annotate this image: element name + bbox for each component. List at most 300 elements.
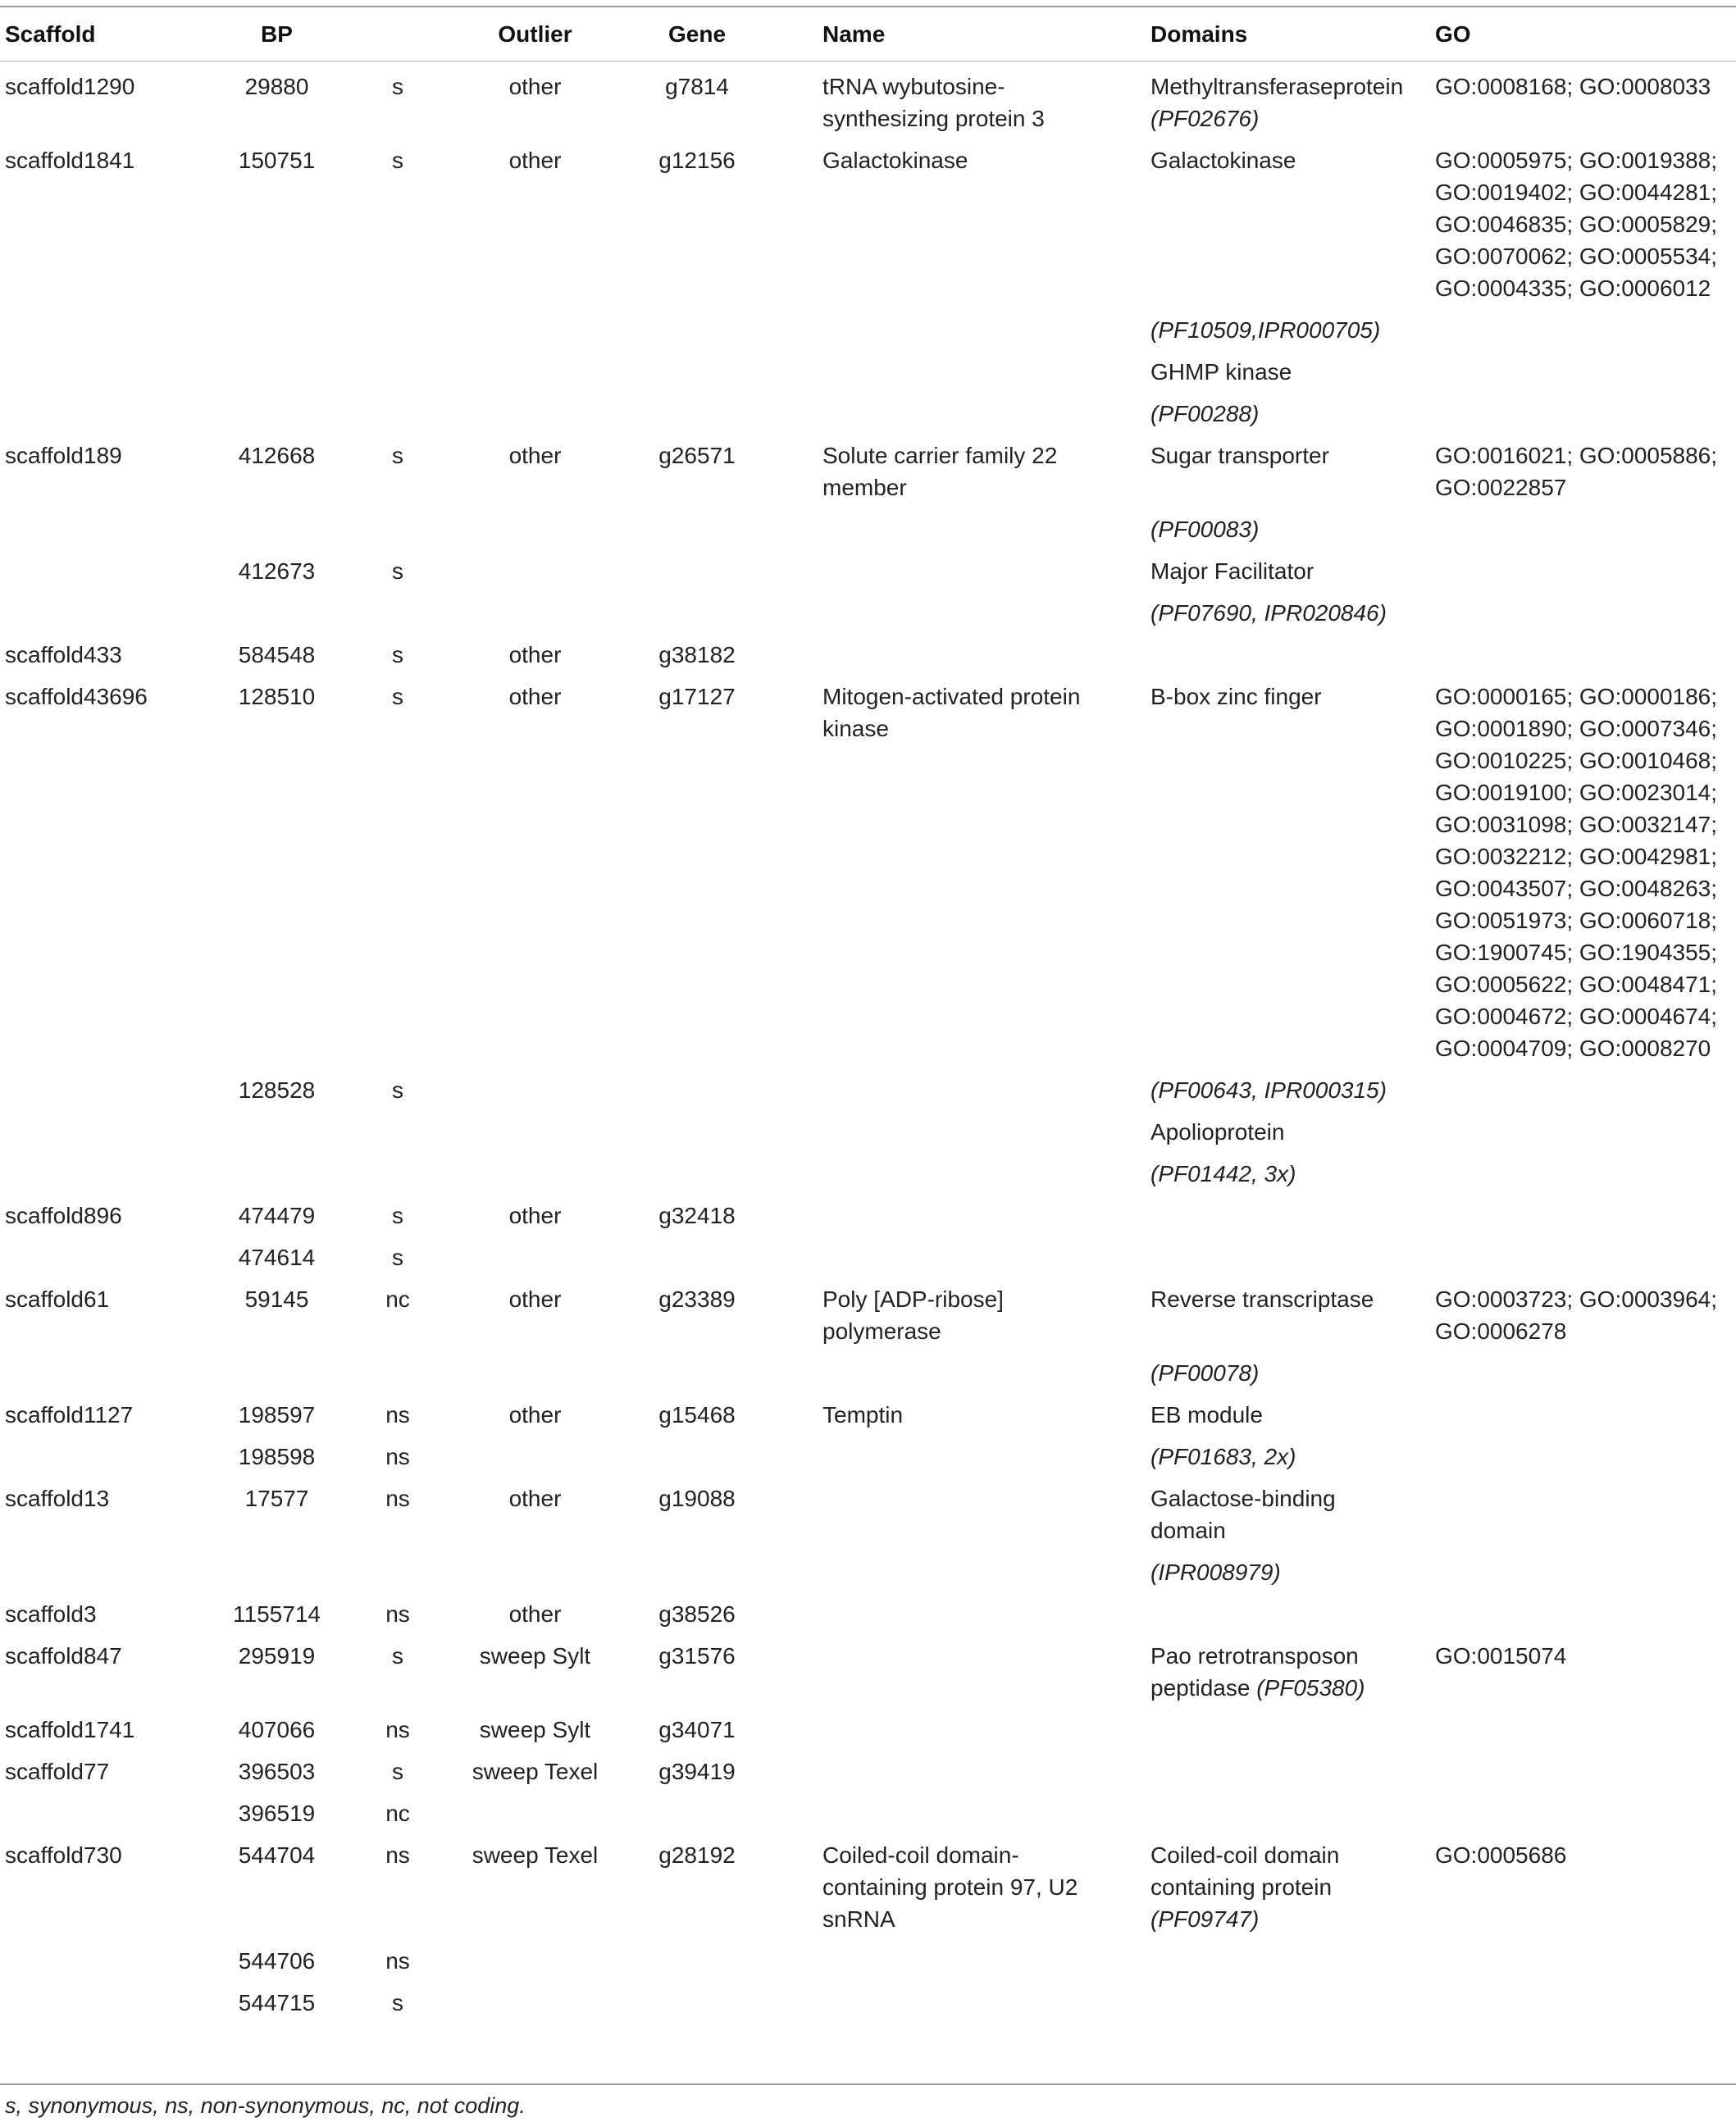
domain-label: B-box zinc finger [1150, 684, 1322, 709]
cell-bp [209, 1556, 344, 1598]
cell-mutation-type: nc [385, 1286, 410, 1312]
cell-gene: g17127 [658, 684, 736, 709]
cell-mutation-type [344, 597, 451, 639]
cell-go [1408, 1987, 1736, 2029]
cell-gene [619, 1357, 775, 1399]
cell-name [775, 398, 1101, 439]
cell-gene [619, 1074, 775, 1116]
cell-domains [1101, 1441, 1408, 1482]
cell-scaffold [0, 1987, 209, 2029]
cell-bp: 544715 [238, 1990, 316, 2015]
cell-bp: 474614 [238, 1245, 316, 1270]
cell-domains [1101, 555, 1408, 597]
cell-name [775, 1116, 1101, 1158]
cell-outlier [451, 1074, 619, 1116]
cell-outlier [451, 513, 619, 555]
cell-go [1408, 639, 1736, 681]
cell-name [775, 1556, 1101, 1598]
cell-name [775, 1158, 1101, 1200]
cell-bp: 29880 [244, 74, 309, 99]
cell-domains [1101, 1640, 1408, 1714]
domain-label: Galactose-binding domain [1150, 1486, 1336, 1543]
cell-name [775, 1441, 1101, 1482]
cell-gene: g23389 [658, 1286, 736, 1312]
cell-scaffold [0, 1556, 209, 1598]
cell-gene: g7814 [665, 74, 729, 99]
table-row [0, 1482, 1736, 1556]
cell-mutation-type: ns [385, 1601, 410, 1627]
table-row [0, 1839, 1736, 1945]
cell-outlier [451, 1158, 619, 1200]
cell-name [775, 1714, 1101, 1755]
cell-gene [619, 314, 775, 356]
cell-go [1408, 597, 1736, 639]
cell-mutation-type: s [392, 1759, 403, 1784]
cell-gene: g15468 [658, 1402, 736, 1428]
cell-outlier: sweep Sylt [479, 1643, 591, 1669]
cell-mutation-type [344, 314, 451, 356]
domain-accession: (PF10509,IPR000705) [1150, 317, 1381, 343]
cell-outlier [451, 597, 619, 639]
cell-outlier: other [508, 1402, 562, 1428]
cell-go [1408, 555, 1736, 597]
cell-mutation-type: s [392, 443, 403, 468]
cell-gene [619, 597, 775, 639]
cell-gene [619, 356, 775, 398]
cell-outlier [451, 1441, 619, 1482]
cell-gene [619, 1987, 775, 2029]
cell-domains [1101, 1482, 1408, 1556]
cell-outlier [451, 398, 619, 439]
cell-scaffold: scaffold896 [5, 1203, 122, 1228]
cell-go: GO:0016021; GO:0005886; GO:0022857 [1435, 443, 1718, 500]
cell-gene: g31576 [658, 1643, 736, 1669]
cell-outlier [451, 1357, 619, 1399]
cell-scaffold: scaffold77 [5, 1759, 110, 1784]
cell-mutation-type: ns [385, 1486, 410, 1511]
cell-gene: g39419 [658, 1759, 736, 1784]
cell-bp: 584548 [238, 642, 316, 667]
table-row [0, 1640, 1736, 1714]
domain-accession: (PF05380) [1256, 1675, 1365, 1701]
table-row [0, 1241, 1736, 1283]
cell-domains [1101, 1714, 1408, 1755]
cell-outlier: other [508, 684, 562, 709]
cell-mutation-type [344, 356, 451, 398]
cell-scaffold: scaffold189 [5, 443, 122, 468]
domain-accession: (PF07690, IPR020846) [1150, 600, 1387, 626]
cell-go [1408, 1797, 1736, 1839]
cell-name: tRNA wybutosine-synthesizing protein 3 [822, 74, 1045, 131]
cell-bp: 128528 [238, 1077, 316, 1103]
cell-gene [619, 1945, 775, 1987]
cell-go [1408, 1399, 1736, 1441]
cell-go: GO:0003723; GO:0003964; GO:0006278 [1435, 1286, 1718, 1344]
header-name: Name [822, 20, 886, 47]
cell-mutation-type: ns [385, 1444, 410, 1469]
cell-go [1408, 356, 1736, 398]
cell-go [1408, 1200, 1736, 1241]
table-row [0, 314, 1736, 356]
table-row [0, 1200, 1736, 1241]
cell-bp: 412673 [238, 558, 316, 584]
cell-scaffold [0, 1158, 209, 1200]
table-row [0, 1987, 1736, 2029]
cell-bp: 150751 [238, 148, 316, 173]
cell-domains [1101, 681, 1408, 1074]
cell-bp: 412668 [238, 443, 316, 468]
domain-label: Galactokinase [1150, 148, 1296, 173]
cell-scaffold [0, 513, 209, 555]
domain-accession: (PF01442, 3x) [1150, 1161, 1296, 1186]
cell-bp: 17577 [244, 1486, 309, 1511]
cell-domains [1101, 1945, 1408, 1987]
cell-outlier: other [508, 148, 562, 173]
cell-go [1408, 1598, 1736, 1640]
cell-mutation-type: s [392, 74, 403, 99]
cell-go [1408, 1482, 1736, 1556]
cell-scaffold [0, 1797, 209, 1839]
cell-go: GO:0015074 [1435, 1643, 1567, 1669]
header-outlier: Outlier [498, 20, 572, 47]
domain-label: Methyltransferaseprotein [1150, 74, 1404, 99]
cell-name: Galactokinase [822, 148, 968, 173]
cell-bp: 544704 [238, 1842, 316, 1868]
table-row [0, 1399, 1736, 1441]
cell-scaffold [0, 1241, 209, 1283]
table-row [0, 439, 1736, 513]
cell-scaffold: scaffold61 [5, 1286, 110, 1312]
cell-scaffold [0, 398, 209, 439]
cell-go [1408, 1714, 1736, 1755]
table-row [0, 1074, 1736, 1116]
cell-mutation-type: ns [385, 1717, 410, 1742]
cell-mutation-type [344, 1556, 451, 1598]
domain-accession: (PF00078) [1150, 1360, 1260, 1386]
cell-gene: g34071 [658, 1717, 736, 1742]
table-row [0, 555, 1736, 597]
cell-mutation-type: ns [385, 1402, 410, 1428]
cell-outlier: other [508, 1486, 562, 1511]
cell-outlier: sweep Texel [472, 1842, 599, 1868]
cell-go [1408, 314, 1736, 356]
domain-label: Apolioprotein [1150, 1119, 1285, 1145]
cell-bp: 474479 [238, 1203, 316, 1228]
table-row [0, 1441, 1736, 1482]
cell-domains [1101, 1987, 1408, 2029]
cell-domains [1101, 356, 1408, 398]
cell-name [775, 314, 1101, 356]
cell-mutation-type: ns [385, 1842, 410, 1868]
cell-domains [1101, 1598, 1408, 1640]
cell-mutation-type: s [392, 642, 403, 667]
cell-gene [619, 398, 775, 439]
cell-scaffold: scaffold1127 [5, 1402, 134, 1428]
cell-domains [1101, 1755, 1408, 1797]
domain-accession: (PF00643, IPR000315) [1150, 1077, 1387, 1103]
cell-outlier [451, 1797, 619, 1839]
domain-accession: (PF00083) [1150, 517, 1260, 542]
cell-scaffold: scaffold847 [5, 1643, 122, 1669]
cell-scaffold [0, 1074, 209, 1116]
header-gene: Gene [668, 20, 727, 47]
cell-mutation-type: s [392, 1203, 403, 1228]
cell-name [775, 1945, 1101, 1987]
cell-name: Coiled-coil domain-containing protein 97, U2 snRNA [822, 1842, 1078, 1932]
cell-name: Poly [ADP-ribose] polymerase [822, 1286, 1004, 1344]
cell-domains [1101, 1116, 1408, 1158]
table-row [0, 1945, 1736, 1987]
cell-domains [1101, 144, 1408, 314]
cell-scaffold [0, 314, 209, 356]
cell-outlier [451, 555, 619, 597]
cell-name [775, 1797, 1101, 1839]
cell-bp: 128510 [238, 684, 316, 709]
cell-gene [619, 555, 775, 597]
cell-scaffold: scaffold43696 [5, 684, 148, 709]
cell-scaffold [0, 597, 209, 639]
cell-mutation-type: s [392, 1990, 403, 2015]
header-bp: BP [261, 20, 293, 47]
cell-name [775, 597, 1101, 639]
cell-mutation-type [344, 1357, 451, 1399]
cell-scaffold [0, 555, 209, 597]
cell-mutation-type [344, 1116, 451, 1158]
cell-scaffold: scaffold13 [5, 1486, 110, 1511]
cell-gene: g38526 [658, 1601, 736, 1627]
cell-bp: 407066 [238, 1717, 316, 1742]
cell-bp: 295919 [238, 1643, 316, 1669]
cell-go [1408, 1074, 1736, 1116]
cell-domains [1101, 1797, 1408, 1839]
domain-accession: (PF09747) [1150, 1906, 1260, 1932]
cell-go: GO:0008168; GO:0008033 [1435, 74, 1711, 99]
header-domains: Domains [1150, 20, 1248, 47]
cell-name [775, 1598, 1101, 1640]
cell-bp: 59145 [244, 1286, 309, 1312]
domain-label: Major Facilitator [1150, 558, 1315, 584]
cell-gene [619, 1556, 775, 1598]
cell-outlier [451, 1116, 619, 1158]
cell-domains [1101, 1399, 1408, 1441]
cell-domains [1101, 398, 1408, 439]
cell-name [775, 555, 1101, 597]
table-row [0, 1357, 1736, 1399]
header-scaffold: Scaffold [5, 20, 96, 47]
cell-gene [619, 1797, 775, 1839]
domain-accession: (IPR008979) [1150, 1560, 1281, 1585]
cell-gene: g38182 [658, 642, 736, 667]
domain-label: GHMP kinase [1150, 359, 1292, 385]
cell-domains [1101, 1283, 1408, 1357]
table-row [0, 398, 1736, 439]
cell-scaffold: scaffold730 [5, 1842, 122, 1868]
table-bottom-rule [0, 2083, 1736, 2085]
cell-name [775, 1640, 1101, 1714]
cell-go [1408, 1755, 1736, 1797]
table-row [0, 1714, 1736, 1755]
cell-outlier: other [508, 1203, 562, 1228]
header-type [344, 7, 451, 61]
cell-domains [1101, 1074, 1408, 1116]
cell-outlier [451, 314, 619, 356]
cell-go: GO:0000165; GO:0000186; GO:0001890; GO:0007346; GO:0010225; GO:0010468; GO:0019100; GO:0023014; GO:0031098; GO:0032147; GO:0032212; GO:0042981; GO:0043507; GO:0048263; GO:0051973; GO:0060718; GO:1900745; GO:1904355; GO:0005622; GO:0048471; GO:0004672; GO:0004674; GO:0004709; GO:0008270 [1435, 684, 1718, 1061]
cell-name [775, 513, 1101, 555]
table-row [0, 597, 1736, 639]
cell-bp [209, 314, 344, 356]
header-row [0, 7, 1736, 61]
cell-domains [1101, 513, 1408, 555]
cell-outlier [451, 1556, 619, 1598]
domain-label: Reverse transcriptase [1150, 1286, 1374, 1312]
cell-gene: g19088 [658, 1486, 736, 1511]
cell-go [1408, 1241, 1736, 1283]
cell-mutation-type: s [392, 1643, 403, 1669]
cell-outlier: other [508, 1601, 562, 1627]
cell-outlier: other [508, 74, 562, 99]
cell-bp: 198598 [238, 1444, 316, 1469]
cell-domains [1101, 1839, 1408, 1945]
cell-name [775, 1074, 1101, 1116]
cell-scaffold: scaffold433 [5, 642, 122, 667]
cell-go [1408, 1158, 1736, 1200]
table-row [0, 1283, 1736, 1357]
cell-name [775, 1357, 1101, 1399]
cell-domains [1101, 1241, 1408, 1283]
cell-go [1408, 1441, 1736, 1482]
cell-bp [209, 356, 344, 398]
table-row [0, 1158, 1736, 1200]
domain-accession: (PF01683, 2x) [1150, 1444, 1296, 1469]
table-footnote: s, synonymous, ns, non-synonymous, nc, not coding. [5, 2093, 526, 2118]
cell-name: Solute carrier family 22 member [822, 443, 1058, 500]
cell-scaffold: scaffold1841 [5, 148, 135, 173]
cell-mutation-type: ns [385, 1948, 410, 1974]
table-row [0, 1116, 1736, 1158]
cell-bp: 1155714 [233, 1601, 321, 1627]
cell-gene [619, 1158, 775, 1200]
cell-name [775, 1241, 1101, 1283]
cell-gene: g26571 [658, 443, 736, 468]
domain-label: Pao retrotransposon peptidase [1150, 1643, 1359, 1701]
table-row [0, 1797, 1736, 1839]
cell-scaffold: scaffold1741 [5, 1717, 135, 1742]
cell-name [775, 1200, 1101, 1241]
cell-mutation-type: s [392, 558, 403, 584]
cell-name: Temptin [822, 1402, 904, 1428]
table-row [0, 513, 1736, 555]
domain-label: Sugar transporter [1150, 443, 1329, 468]
cell-go [1408, 513, 1736, 555]
cell-scaffold [0, 1945, 209, 1987]
cell-bp [209, 513, 344, 555]
table-row [0, 1755, 1736, 1797]
domain-label: EB module [1150, 1402, 1263, 1428]
cell-gene: g32418 [658, 1203, 736, 1228]
cell-go [1408, 398, 1736, 439]
cell-outlier [451, 356, 619, 398]
cell-gene: g12156 [658, 148, 736, 173]
cell-bp [209, 398, 344, 439]
cell-name [775, 356, 1101, 398]
cell-outlier: sweep Sylt [479, 1717, 591, 1742]
cell-gene [619, 1241, 775, 1283]
table-row [0, 639, 1736, 681]
cell-mutation-type [344, 513, 451, 555]
domain-label: Coiled-coil domain containing protein [1150, 1842, 1340, 1900]
cell-outlier: sweep Texel [472, 1759, 599, 1784]
cell-outlier: other [508, 1286, 562, 1312]
cell-go: GO:0005686 [1435, 1842, 1567, 1868]
cell-name: Mitogen-activated protein kinase [822, 684, 1081, 741]
cell-name [775, 1482, 1101, 1556]
cell-bp: 396519 [238, 1801, 316, 1826]
cell-domains [1101, 597, 1408, 639]
domain-accession: (PF00288) [1150, 401, 1260, 426]
cell-scaffold [0, 1357, 209, 1399]
cell-domains [1101, 1556, 1408, 1598]
cell-bp: 544706 [238, 1948, 316, 1974]
cell-mutation-type: s [392, 1077, 403, 1103]
cell-go [1408, 1945, 1736, 1987]
table-row [0, 681, 1736, 1074]
cell-gene: g28192 [658, 1842, 736, 1868]
cell-name [775, 1755, 1101, 1797]
cell-bp: 198597 [238, 1402, 316, 1428]
domain-accession: (PF02676) [1150, 106, 1260, 131]
cell-gene [619, 513, 775, 555]
cell-name [775, 1987, 1101, 2029]
gene-annotation-table [0, 7, 1736, 2029]
table-row [0, 356, 1736, 398]
cell-go [1408, 1357, 1736, 1399]
table-row [0, 1598, 1736, 1640]
table-row [0, 61, 1736, 144]
cell-outlier [451, 1945, 619, 1987]
cell-bp [209, 1116, 344, 1158]
cell-outlier [451, 1241, 619, 1283]
cell-go: GO:0005975; GO:0019388; GO:0019402; GO:0044281; GO:0046835; GO:0005829; GO:0070062; GO:0005534; GO:0004335; GO:0006012 [1435, 148, 1718, 301]
cell-domains [1101, 1357, 1408, 1399]
header-go: GO [1435, 20, 1471, 47]
cell-domains [1101, 1158, 1408, 1200]
cell-mutation-type [344, 1158, 451, 1200]
cell-go [1408, 1556, 1736, 1598]
cell-domains [1101, 1200, 1408, 1241]
cell-gene [619, 1441, 775, 1482]
cell-gene [619, 1116, 775, 1158]
cell-scaffold: scaffold1290 [5, 74, 135, 99]
cell-scaffold [0, 1116, 209, 1158]
cell-mutation-type [344, 398, 451, 439]
cell-name [775, 639, 1101, 681]
cell-mutation-type: s [392, 684, 403, 709]
cell-mutation-type: s [392, 1245, 403, 1270]
cell-bp [209, 1158, 344, 1200]
cell-mutation-type: s [392, 148, 403, 173]
cell-outlier: other [508, 443, 562, 468]
cell-domains [1101, 639, 1408, 681]
cell-bp: 396503 [238, 1759, 316, 1784]
cell-bp [209, 1357, 344, 1399]
cell-domains [1101, 314, 1408, 356]
cell-domains [1101, 439, 1408, 513]
cell-outlier: other [508, 642, 562, 667]
cell-bp [209, 597, 344, 639]
table-body [0, 61, 1736, 2029]
cell-mutation-type: nc [385, 1801, 410, 1826]
cell-outlier [451, 1987, 619, 2029]
